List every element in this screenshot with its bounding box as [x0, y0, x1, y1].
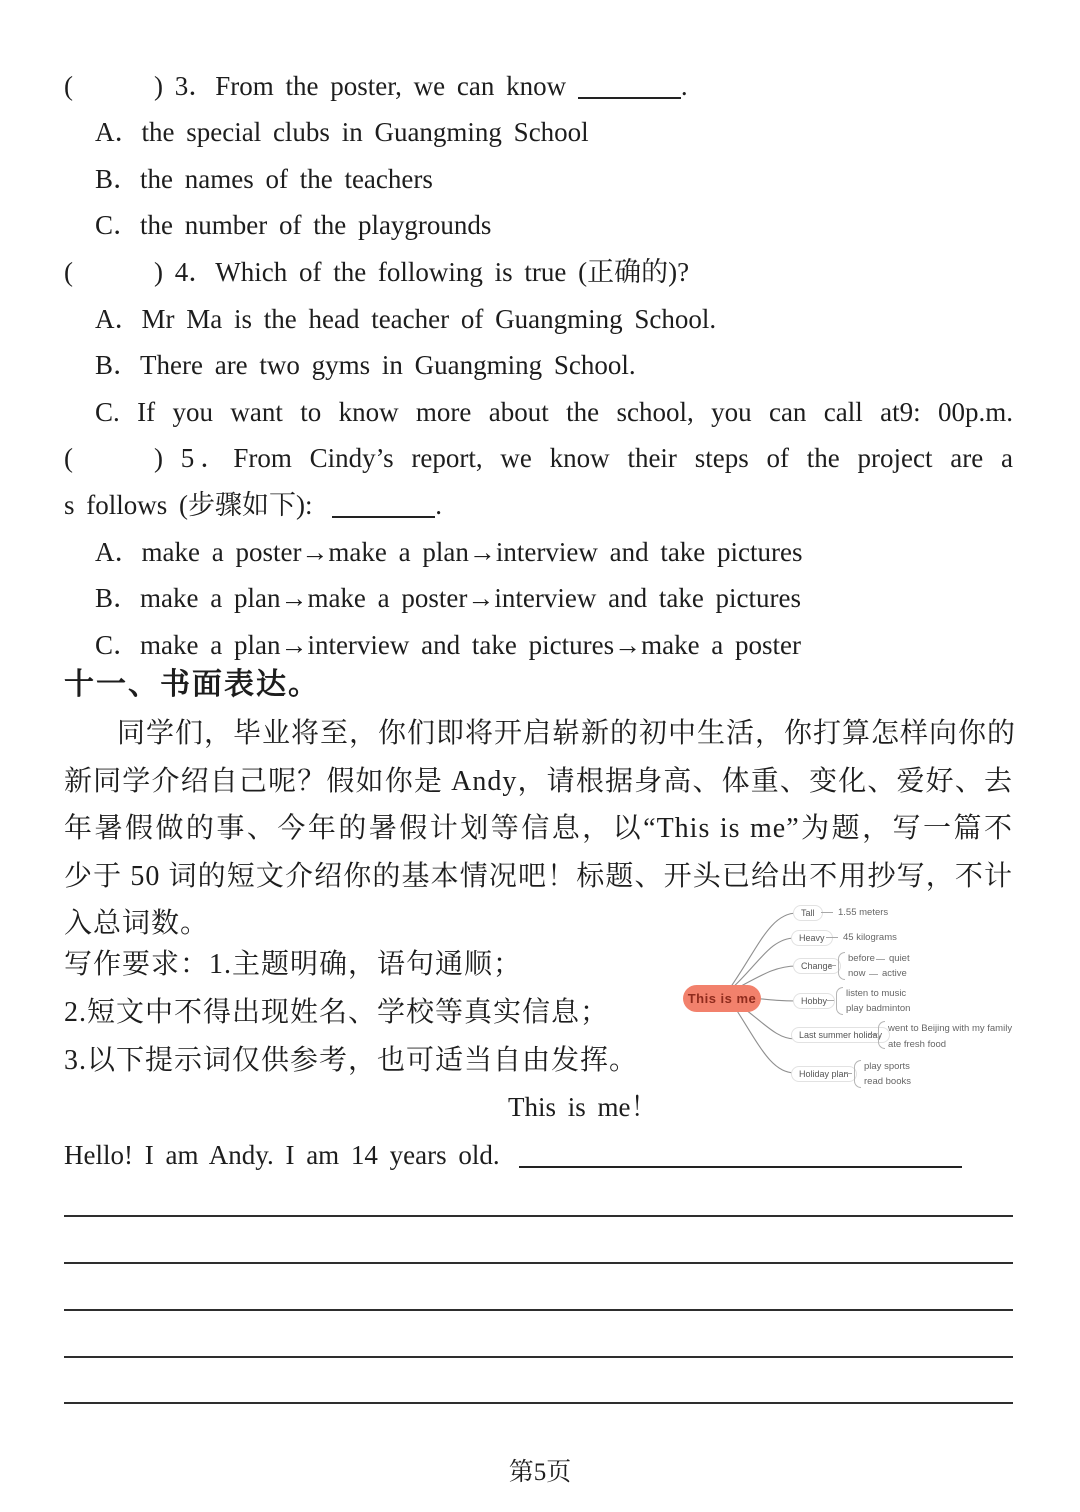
question-3-stem: ( ) 3．From the poster, we can know — [64, 71, 567, 101]
section-heading: 十一、书面表达。 — [64, 668, 320, 701]
prompt-line-4: 少于 50 词的短文介绍你的基本情况吧！标题、开头已给出不用抄写，不计 — [64, 861, 1013, 892]
connector-dash — [869, 974, 878, 975]
mindmap-branch-change: Change — [793, 958, 841, 974]
mindmap-value-heavy: 45 kilograms — [843, 932, 897, 943]
essay-opening-blank[interactable] — [519, 1140, 962, 1168]
mindmap-brace — [836, 987, 843, 1015]
connector-dash — [869, 1034, 876, 1035]
question-3-stem-suffix: . — [680, 71, 688, 101]
requirement-1: 写作要求：1.主题明确，语句通顺； — [64, 949, 523, 980]
writing-line-3[interactable] — [64, 1309, 1013, 1311]
mindmap-branch-holiday-plan: Holiday plan — [791, 1066, 857, 1082]
question-5-stem-suffix: . — [435, 490, 442, 520]
mindmap-brace — [838, 952, 845, 980]
essay-title: This is me！ — [508, 1092, 658, 1122]
question-5-stem-continued: s follows (步骤如下): — [64, 490, 313, 520]
mindmap-change-now: now — [848, 968, 866, 979]
mindmap-value-tall: 1.55 meters — [838, 907, 889, 918]
question-4-option-b: B．There are two gyms in Guangming School. — [95, 350, 636, 380]
mindmap-branch-hobby: Hobby — [793, 993, 835, 1009]
connector-dash — [876, 959, 885, 960]
requirement-3: 3.以下提示词仅供参考，也可适当自由发挥。 — [64, 1045, 639, 1076]
prompt-line-2: 新同学介绍自己呢？假如你是 Andy，请根据身高、体重、变化、爱好、去 — [64, 766, 1013, 797]
mindmap-branch-heavy: Heavy — [791, 930, 833, 946]
question-5-stem-continued-line — [64, 485, 442, 525]
connector-dash — [828, 965, 836, 966]
question-4-stem: ( ) 4．Which of the following is true (正确的)? — [64, 257, 690, 287]
connector-dash — [821, 912, 833, 913]
answer-blank-q5[interactable] — [332, 490, 435, 518]
question-5-option-b: B．make a plan→make a poster→interview and take pictures — [95, 583, 802, 613]
page-number: 第5页 — [508, 1459, 572, 1486]
writing-line-2[interactable] — [64, 1262, 1013, 1264]
question-5-stem: ( ) 5．From Cindy’s report, we know their steps of the project are a — [64, 443, 1013, 473]
prompt-line-3: 年暑假做的事、今年的暑假计划等信息，以“This is me”为题，写一篇不 — [64, 813, 1013, 844]
writing-line-4[interactable] — [64, 1356, 1013, 1358]
mindmap-plan-item-2: read books — [864, 1076, 912, 1087]
mindmap-branch-tall: Tall — [793, 905, 823, 921]
question-5-option-c: C．make a plan→interview and take pictures→make a poster — [95, 630, 802, 660]
question-3-option-b: B．the names of the teachers — [95, 164, 433, 194]
mindmap-brace — [878, 1021, 885, 1049]
requirement-2: 2.短文中不得出现姓名、学校等真实信息； — [64, 997, 610, 1028]
mindmap-change-before: before — [848, 953, 875, 964]
question-3-option-a: A．the special clubs in Guangming School — [95, 117, 589, 147]
mindmap-change-now-value: active — [882, 968, 907, 979]
prompt-line-5: 入总词数。 — [64, 908, 210, 939]
mindmap-brace — [854, 1060, 861, 1088]
mindmap-plan-item-1: play sports — [864, 1061, 910, 1072]
writing-line-5[interactable] — [64, 1402, 1013, 1404]
mindmap-branch-last-summer-holiday: Last summer holiday — [791, 1027, 890, 1043]
question-4-option-a: A．Mr Ma is the head teacher of Guangming School. — [95, 304, 717, 334]
connector-dash — [826, 1000, 834, 1001]
mindmap-hobby-item-2: play badminton — [846, 1003, 911, 1014]
mindmap-lsh-item-1: went to Beijing with my family — [888, 1023, 1013, 1034]
connector-dash — [826, 937, 838, 938]
mindmap-center-node: This is me — [683, 985, 761, 1012]
mindmap-change-before-value: quiet — [889, 953, 910, 964]
question-3-stem-line — [64, 66, 688, 106]
connector-dash — [845, 1073, 852, 1074]
mindmap-lsh-item-2: ate fresh food — [888, 1039, 947, 1050]
essay-opening-text: Hello! I am Andy. I am 14 years old. — [64, 1140, 500, 1170]
question-5-option-a: A．make a poster→make a plan→interview and take pictures — [95, 537, 803, 567]
mindmap-hobby-item-1: listen to music — [846, 988, 907, 999]
essay-opening-line — [64, 1135, 962, 1175]
question-3-option-c: C．the number of the playgrounds — [95, 210, 492, 240]
answer-blank-q3[interactable] — [578, 71, 681, 99]
prompt-line-1: 同学们，毕业将至，你们即将开启崭新的初中生活，你打算怎样向你的 — [117, 718, 1017, 749]
writing-line-1[interactable] — [64, 1215, 1013, 1217]
question-4-option-c: C. If you want to know more about the school, you can call at9: 00p.m. — [95, 397, 1013, 427]
